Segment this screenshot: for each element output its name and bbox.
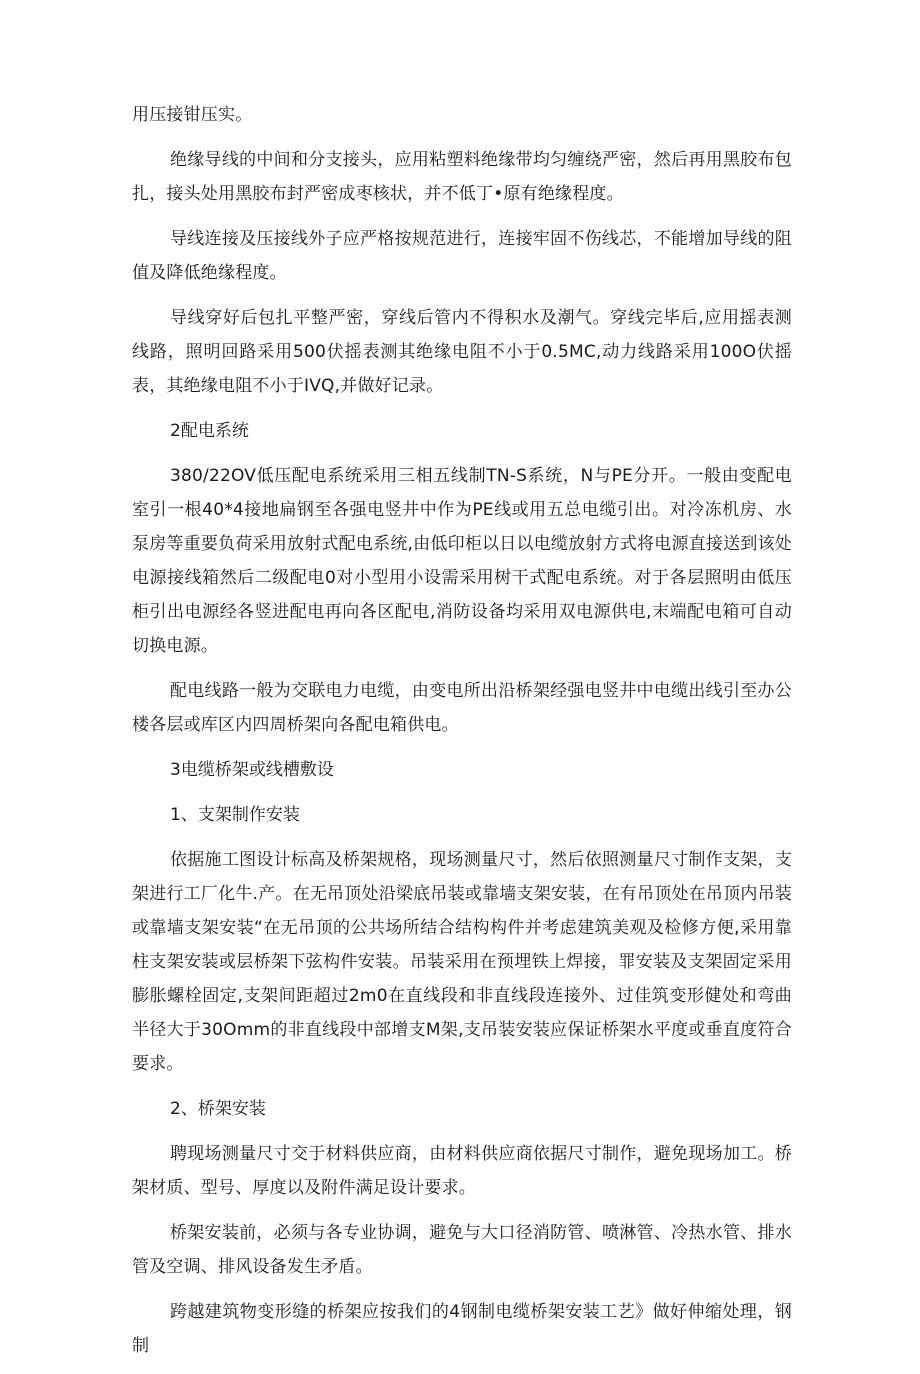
paragraph-8: 聘现场测量尺寸交于材料供应商，由材料供应商依据尺寸制作，避免现场加工。桥架材质、型号、厚度以及附件满足设计要求。 xyxy=(132,1144,792,1198)
paragraph-1: 用压接钳压实。 xyxy=(132,105,253,125)
subheading-bracket-installation: 1、支架制作安装 xyxy=(170,805,300,825)
paragraph-6: 配电线路一般为交联电力电缆，由变电所出沿桥架经强电竖井中电缆出线引至办公楼各层或库区内四周桥架向各配电箱供电。 xyxy=(132,681,792,735)
paragraph-7: 依据施工图设计标高及桥架规格，现场测量尺寸，然后依照测量尺寸制作支架，支架进行工厂化牛.产。在无吊顶处沿梁底吊装或靠墙支架安装，在有吊顶处在吊顶内吊装或靠墙支架安装“在无吊顶的公共场所结合结构构件并考虑建筑美观及检修方便,采用靠柱支架安装或层桥架下弦构件安装。吊装采用在预埋铁上焊接，罪安装及支架固定采用膨胀螺栓固定,支架间距超过2m0在直线段和非直线段连接外、过佳筑变形健处和弯曲半径大于30Omm的非直线段中部增支M架,支吊装安装应保证桥架水平度或垂直度符合要求。 xyxy=(132,850,792,1074)
paragraph-10: 跨越建筑物变形缝的桥架应按我们的4钢制电缆桥架安装工艺》做好伸缩处理，钢制 xyxy=(132,1302,792,1356)
paragraph-5: 380/22OV低压配电系统采用三相五线制TN-S系统，N与PE分开。一般由变配电室引一根40*4接地扁钢至各强电竖井中作为PE线或用五总电缆引出。对冷冻机房、水泵房等重要负荷采用放射式配电系统,由低印柜以日以电缆放射方式将电源直接送到该处电源接线箱然后二级配电0对小型用小设需采用树干式配电系统。对于各层照明由低压柜引出电源经各竖进配电再向各区配电,消防设备均采用双电源供电,末端配电箱可自动切换电源。 xyxy=(132,466,792,656)
paragraph-4: 导线穿好后包扎平整严密，穿线后管内不得积水及潮气。穿线完毕后,应用摇表测线路，照明回路采用500伏摇表测其绝缘电阻不小于0.5MC,动力线路采用100O伏摇表，其绝缘电阻不小于IVQ,并做好记录。 xyxy=(132,308,792,396)
document-body xyxy=(132,98,792,1374)
paragraph-9: 桥架安装前，必须与各专业协调，避免与大口径消防管、喷淋管、冷热水管、排水管及空调、排风设备发生矛盾。 xyxy=(132,1223,792,1277)
subheading-tray-installation: 2、桥架安装 xyxy=(170,1099,266,1119)
paragraph-3: 导线连接及压接线外子应严格按规范进行，连接牢固不伤线芯，不能增加导线的阻值及降低绝缘程度。 xyxy=(132,229,792,283)
paragraph-2: 绝缘导线的中间和分支接头，应用粘塑料绝缘带均匀缠绕严密，然后再用黑胶布包扎，接头处用黑胶布封严密成枣核状，并不低丁•原有绝缘程度。 xyxy=(132,150,792,204)
section-heading-power-distribution: 2配电系统 xyxy=(170,421,249,441)
section-heading-cable-tray: 3电缆桥架或线槽敷设 xyxy=(170,760,334,780)
